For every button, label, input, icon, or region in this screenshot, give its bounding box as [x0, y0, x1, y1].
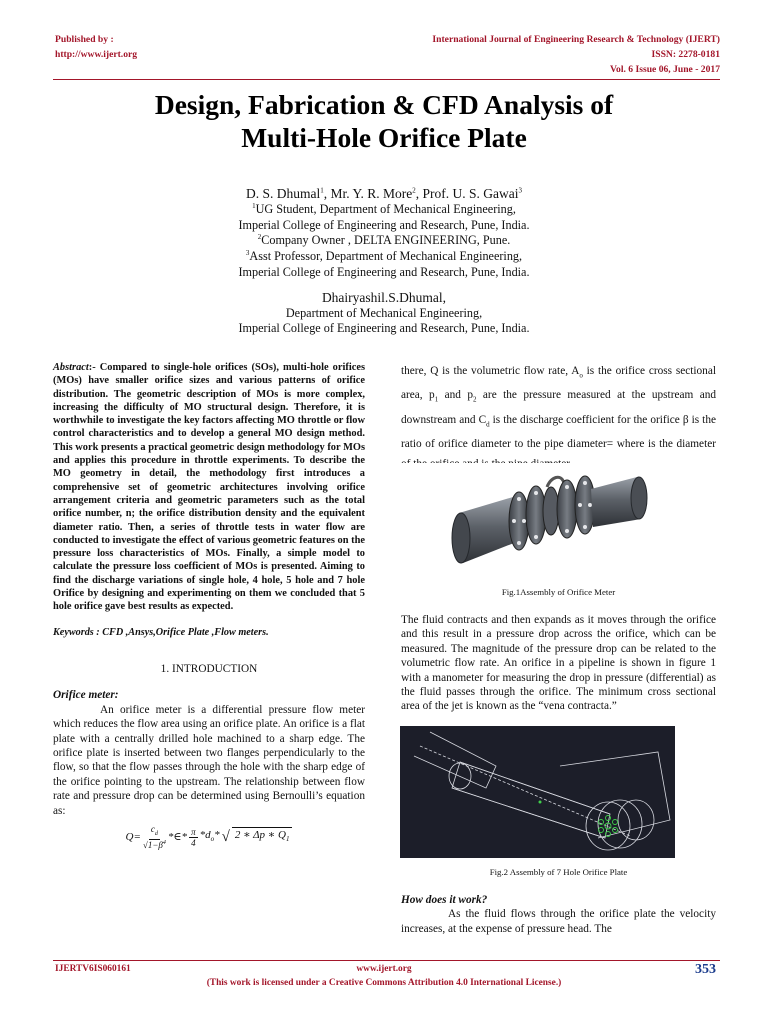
second-author-aff-b: Imperial College of Engineering and Research, Pune, India.: [238, 321, 530, 336]
second-author-name: Dhairyashil.S.Dhumal,: [321, 289, 447, 305]
footer-website[interactable]: www.ijert.org: [356, 964, 412, 974]
seven-hole-orifice-cad-illustration: [400, 726, 675, 858]
title-line-1: Design, Fabrication & CFD Analysis of: [154, 89, 614, 120]
pi-fraction: π 4: [191, 826, 196, 848]
abstract: Abstract:- Compared to single-hole orifices (SOs), multi-hole orifices (MOs) have smaller orifice sizes and various patterns of orifice distribution. The geometric description of MOs is more complex, increasing the difficulty of MO structural design. Therefore, it is worthwhile to investigate the key factors affecting MO throttle or flow control characteristics and to develop a general MO design method. This work presents a practical geometric design methodology for MOs and applies this procedure in throttle experiments. To describe the MO geometry in detail, the methodology first introduces a comprehensive set of geometric architectures involving orifice arrangement criteria and geometric parameters such as the total orifice number, n; the orifice distribution density and the equivalent diameter ratio. Then, a series of throttle tests in water flow are conducted to investigate the effect of various geometric features on the pressure loss characteristics of MOs. Finally, a simple model to calculate the pressure loss coefficient of MOs is presented. Aiming to find the discharge variations of single hole, 4 hole, 5 hole and 7 hole Orifice by designing and experimenting on them we concluded that 5 hole orifice gave best results as expected.: [53, 362, 365, 613]
paper-title: [60, 88, 708, 154]
title-line-2: Multi-Hole Orifice Plate: [241, 122, 527, 153]
website-link[interactable]: http://www.ijert.org: [55, 49, 138, 60]
volume-issue: Vol. 6 Issue 06, June - 2017: [610, 64, 720, 75]
cd-fraction: $\frac{c_d}{√1-\beta^4}$: [142, 824, 166, 850]
author-block: [60, 186, 708, 337]
right-column-paragraph-2: The fluid contracts and then expands as it moves through the orifice and this result in a pressure drop across the orifice, which can be measured. The magnitude of the pressure drop can be related to the volumetric flow rate. An orifice in a pipeline is shown in figure 1 with a manometer for measuring the drop in pressure (differential) as the fluid passes through the orifice. The minimum cross sectional area of the jet is known as the “vena contracta.”: [401, 614, 716, 713]
sqrt-body: 2 ∗ Δp ∗ $Q_1$: [232, 827, 293, 847]
keywords: Keywords : CFD ,Ansys,Orifice Plate ,Flow meters.: [53, 626, 269, 638]
journal-name: International Journal of Engineering Research & Technology (IJERT): [432, 34, 720, 45]
how-it-works-paragraph: As the fluid flows through the orifice plate the velocity increases, at the expense of pressure head. The: [401, 908, 716, 935]
affiliation-1a: $^1$UG Student, Department of Mechanical Engineering,: [252, 201, 516, 216]
affiliation-3a: $^3$Asst Professor, Department of Mechanical Engineering,: [245, 249, 523, 264]
sqrt-sign: √: [221, 828, 230, 845]
right-column-intro: [401, 361, 716, 474]
variable-definitions: there, Q is the volumetric flow rate, $A_o$ is the orifice cross sectional area, $p_1$ and $p_2$ are the pressure measured at the upstream and downstream and $C_d$ is the discharge coefficient for the orifice β is the ratio of orifice diameter to the pipe diameter= where is the diameter: [401, 365, 717, 450]
license-notice: (This work is licensed under a Creative Commons Attribution 4.0 International License.): [206, 978, 562, 988]
figure-1-caption: Fig.1Assembly of Orifice Meter: [501, 587, 616, 597]
published-by: Published by :: [55, 34, 114, 45]
figure-2-seven-hole-orifice: [400, 726, 675, 858]
page-number: 353: [695, 962, 716, 977]
affiliation-3b: Imperial College of Engineering and Research, Pune, India.: [238, 264, 530, 279]
author-names: D. S. Dhumal$^1$, Mr. Y. R. More$^2$, Prof. U. S. Gawai$^3$: [245, 186, 522, 201]
header-right: [432, 32, 720, 77]
figure-2-caption: Fig.2 Assembly of 7 Hole Orifice Plate: [489, 867, 628, 877]
footer-rule: [53, 960, 720, 961]
header-left: [55, 32, 137, 62]
second-author-aff-a: Department of Mechanical Engineering,: [285, 305, 483, 320]
affiliation-2: $^2$Company Owner , DELTA ENGINEERING, Pune.: [257, 233, 511, 248]
section-heading-introduction: 1. INTRODUCTION: [160, 663, 258, 676]
issn: ISSN: 2278-0181: [651, 49, 720, 60]
paper-id: IJERTV6IS060161: [55, 964, 131, 974]
bernoulli-equation: Q= $\frac{c_d}{√1-\beta^4}$ *∈* π 4 $*d_o*$ √ 2 ∗ Δp ∗ $Q_1$: [53, 824, 365, 850]
header-rule: [53, 79, 720, 80]
right-column-how-it-works: [401, 893, 716, 936]
subheading-orifice-meter: Orifice meter:: [53, 689, 119, 702]
intro-paragraph: An orifice meter is a differential pressure flow meter which reduces the flow area using an orifice plate. An orifice is a flat plate with a centrally drilled hole machined to a sharp edge. The orifice plate is inserted between two flanges perpendicularly to the flow, so that the flow passes through the hole with the sharp edge of the orifice pointing to the upstream. The relationship between flow rate and pressure drop can be determined using Bernoulli’s equation as:: [53, 703, 365, 817]
affiliation-1b: Imperial College of Engineering and Research, Pune, India.: [238, 217, 530, 232]
orifice-meter-illustration: [401, 463, 674, 578]
left-column: [53, 361, 365, 850]
subheading-how-does-it-work: How does it work?: [401, 894, 488, 906]
figure-1-orifice-meter-assembly: [401, 463, 674, 578]
